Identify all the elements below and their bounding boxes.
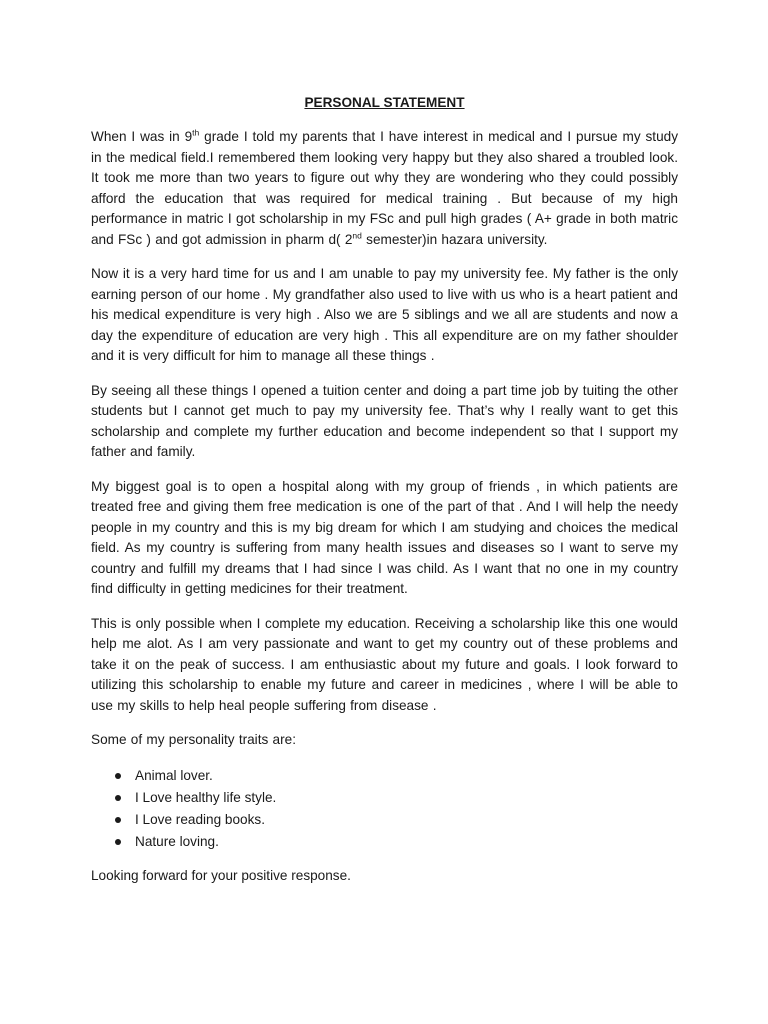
paragraph-4: My biggest goal is to open a hospital along with my group of friends , in which patients are treated free and giving them free medication is one of the part of that . And I will help the needy people in my country and this is my big dream for which I am studying and choices the medical field. As my country is suffering from many health issues and diseases so I want to serve my country and fulfill my dreams that I had since I was child. As I want that no one in my country find difficulty in getting medicines for their treatment. bbox=[91, 478, 678, 596]
superscript-th: th bbox=[192, 127, 200, 138]
document-title: PERSONAL STATEMENT bbox=[304, 95, 465, 110]
list-item-text: Nature loving. bbox=[135, 833, 219, 849]
list-item-text: I Love reading books. bbox=[135, 811, 265, 827]
list-item-text: I Love healthy life style. bbox=[135, 789, 277, 805]
document-page bbox=[91, 95, 678, 886]
bullet-icon bbox=[115, 795, 121, 801]
paragraph-1-part-c: semester)in hazara university. bbox=[361, 231, 548, 247]
paragraph-3: By seeing all these things I opened a tuition center and doing a part time job by tuiting the other students but I cannot get much to pay my university fee. That’s why I really want to get this scholarship and complete my further education and become independent so that I support my father and family. bbox=[91, 382, 678, 459]
traits-list bbox=[91, 765, 678, 853]
bullet-icon bbox=[115, 839, 121, 845]
paragraph-1-part-b: grade I told my parents that I have interest in medical and I pursue my study in the medical field.I remembered them looking very happy but they also shared a troubled look. It took me more than two years to figure out why they are wondering who they could possibly afford the education that was required for medical training . But because of my high performance in matric I got scholarship in my FSc and pull high grades ( A+ grade in both matric and FSc ) and got admission in pharm d( 2 bbox=[91, 129, 678, 247]
paragraph-1-part-a: When I was in 9 bbox=[91, 129, 193, 144]
paragraph-2: Now it is a very hard time for us and I am unable to pay my university fee. My father is the only earning person of our home . My grandfather also used to live with us who is a heart patient and his medical expenditure is very high . Also we are 5 siblings and we all are students and now a day the expenditure of education are very high . This all expenditure are on my father shoulder and it is very difficult for him to manage all these things . bbox=[91, 266, 678, 363]
list-item bbox=[91, 765, 678, 787]
superscript-nd: nd bbox=[352, 229, 362, 240]
paragraph-5: This is only possible when I complete my education. Receiving a scholarship like this one would help me alot. As I am very passionate and want to get my country out of these problems and take it on the peak of success. I am enthusiastic about my future and goals. I look forward to utilizing this scholarship to enable my future and career in medicines , where I will be able to use my skills to help heal people suffering from disease . bbox=[91, 615, 678, 713]
paragraph-1 bbox=[91, 127, 678, 250]
list-item-text: Animal lover. bbox=[135, 767, 213, 783]
list-item bbox=[91, 831, 678, 853]
closing-line: Looking forward for your positive response. bbox=[91, 867, 351, 883]
list-item bbox=[91, 809, 678, 831]
bullet-icon bbox=[115, 773, 121, 779]
traits-intro: Some of my personality traits are: bbox=[91, 732, 296, 747]
list-item bbox=[91, 787, 678, 809]
bullet-icon bbox=[115, 817, 121, 823]
